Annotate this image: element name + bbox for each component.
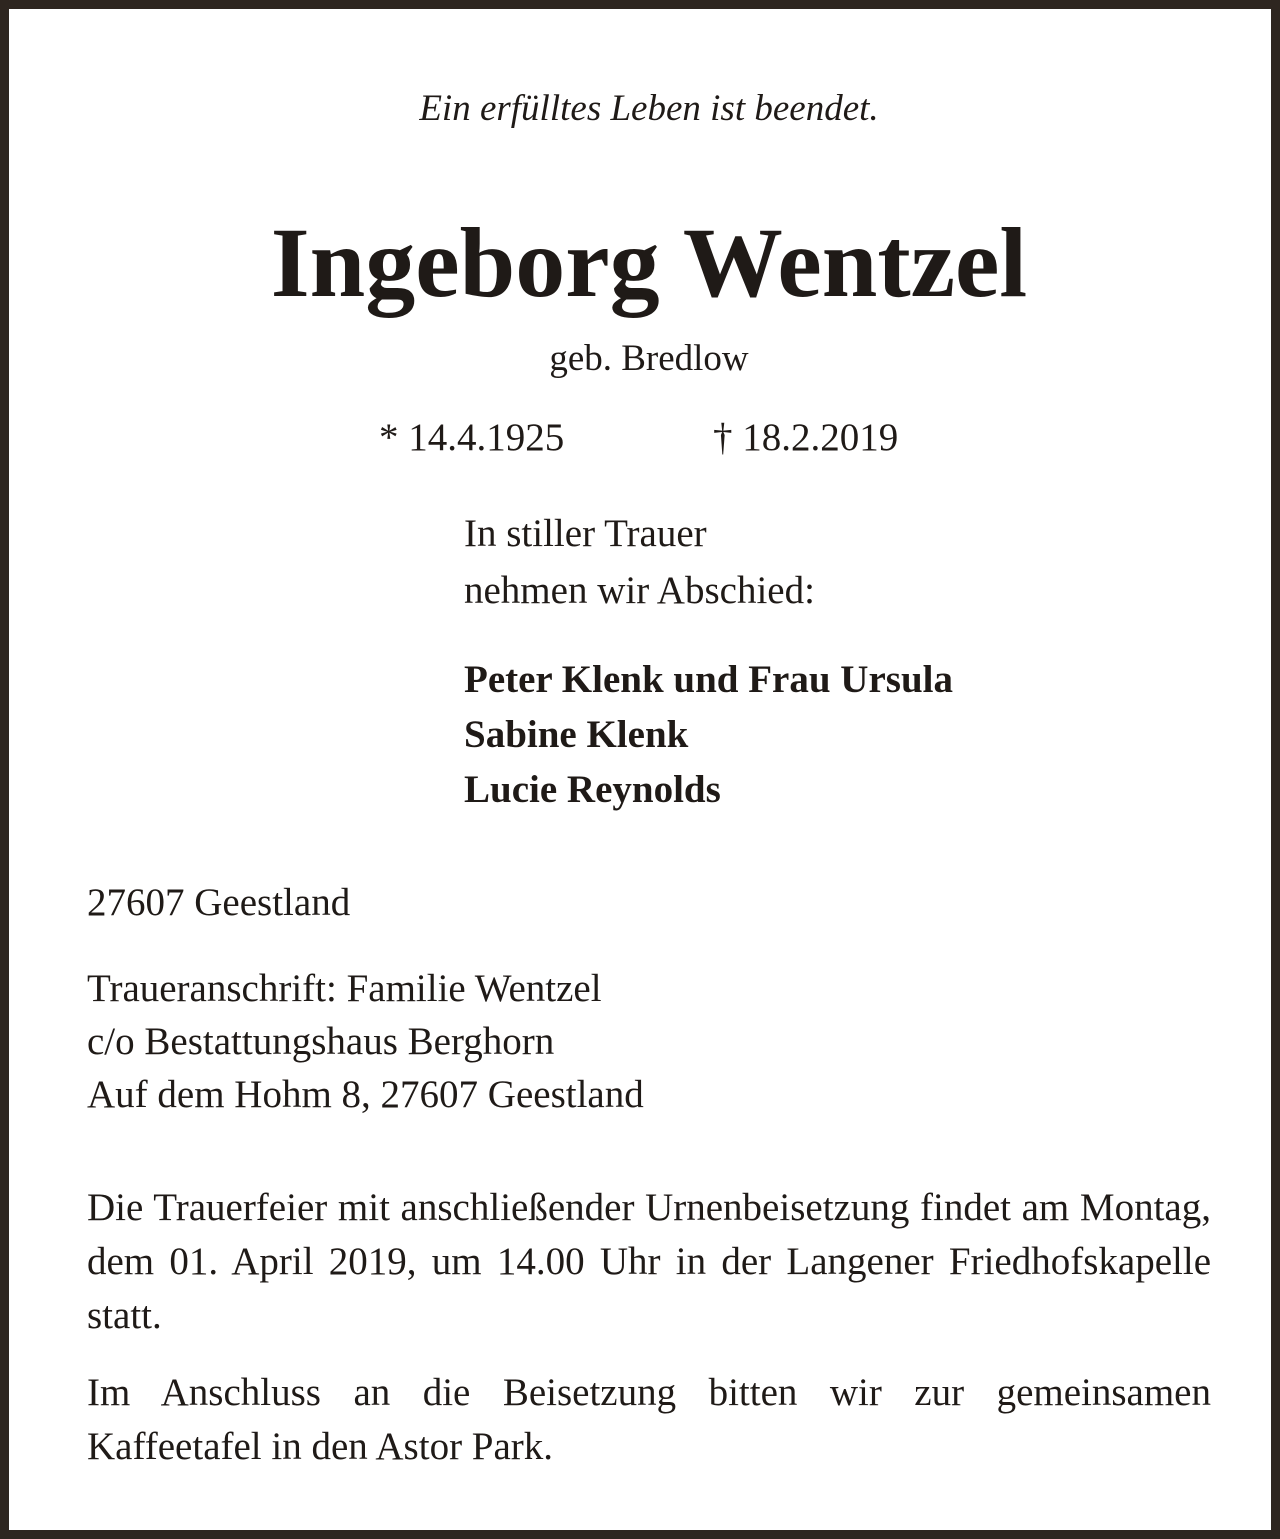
ceremony-details: Die Trauerfeier mit anschließender Urnenbeisetzung findet am Montag, dem 01. April 2019, um 14.00 Uhr in der Langener Friedhofskapelle statt. [87, 1186, 1211, 1337]
mourner-name: Lucie Reynolds [464, 768, 721, 811]
deceased-name: Ingeborg Wentzel [270, 207, 1028, 318]
address-line: Auf dem Hohm 8, 27607 Geestland [87, 1073, 644, 1116]
address-line: Traueranschrift: Familie Wentzel [87, 967, 602, 1010]
death-date: † 18.2.2019 [713, 416, 899, 459]
maiden-name: geb. Bredlow [549, 338, 749, 379]
mourners-list [464, 652, 953, 817]
mourning-line: nehmen wir Abschied: [464, 569, 815, 612]
mourner-name: Sabine Klenk [464, 713, 689, 756]
city: 27607 Geestland [87, 881, 351, 924]
address-line: c/o Bestattungshaus Berghorn [87, 1020, 555, 1063]
reception-details: Im Anschluss an die Beisetzung bitten wir zur gemeinsamen Kaffeetafel in den Astor Park. [87, 1371, 1211, 1468]
mourning-statement [464, 505, 815, 619]
mourning-address [87, 962, 644, 1121]
motto: Ein erfülltes Leben ist beendet. [419, 88, 879, 129]
birth-date: * 14.4.1925 [379, 416, 565, 459]
mourner-name: Peter Klenk und Frau Ursula [464, 658, 953, 701]
mourning-line: In stiller Trauer [464, 512, 707, 555]
